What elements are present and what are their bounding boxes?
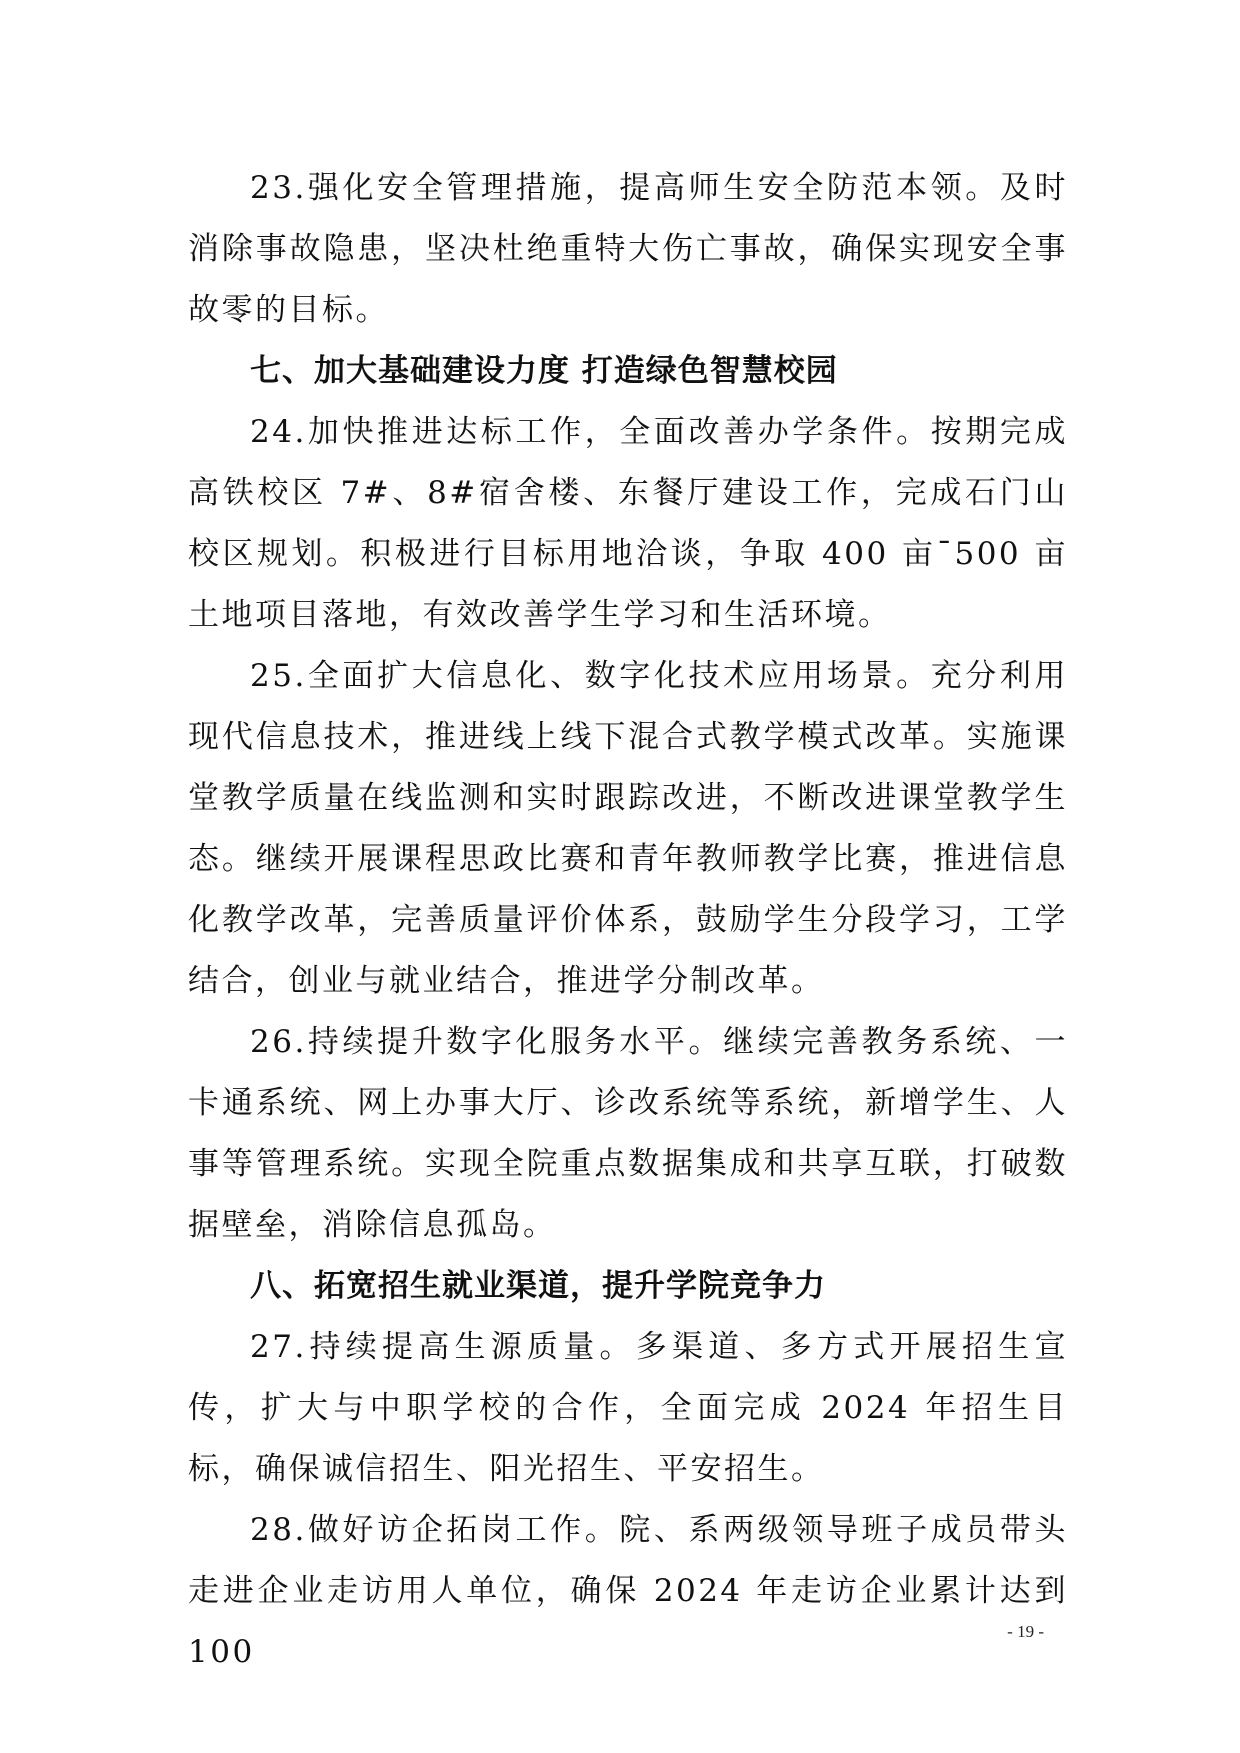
document-body (188, 158, 1068, 1683)
paragraph-27: 27.持续提高生源质量。多渠道、多方式开展招生宣传，扩大与中职学校的合作，全面完成 2024 年招生目标，确保诚信招生、阳光招生、平安招生。 (188, 1329, 1068, 1487)
paragraph-26: 26.持续提升数字化服务水平。继续完善教务系统、一卡通系统、网上办事大厅、诊改系统等系统，新增学生、人事等管理系统。实现全院重点数据集成和共享互联，打破数据壁垒，消除信息孤岛。 (188, 1024, 1068, 1243)
section-heading-7: 七、加大基础建设力度 打造绿色智慧校园 (250, 353, 838, 389)
paragraph-28: 28.做好访企拓岗工作。院、系两级领导班子成员带头走进企业走访用人单位，确保 2024 年走访企业累计达到 100 (188, 1512, 1068, 1670)
paragraph-25: 25.全面扩大信息化、数字化技术应用场景。充分利用现代信息技术，推进线上线下混合式教学模式改革。实施课堂教学质量在线监测和实时跟踪改进，不断改进课堂教学生态。继续开展课程思政比赛和青年教师教学比赛，推进信息化教学改革，完善质量评价体系，鼓励学生分段学习，工学结合，创业与就业结合，推进学分制改革。 (188, 658, 1068, 999)
paragraph-23: 23.强化安全管理措施，提高师生安全防范本领。及时消除事故隐患，坚决杜绝重特大伤亡事故，确保实现安全事故零的目标。 (188, 170, 1068, 328)
paragraph-24: 24.加快推进达标工作，全面改善办学条件。按期完成高铁校区 7#、8#宿舍楼、东餐厅建设工作，完成石门山校区规划。积极进行目标用地洽谈，争取 400 亩¯500 亩土地项目落地，有效改善学生学习和生活环境。 (188, 414, 1068, 633)
section-heading-8: 八、拓宽招生就业渠道，提升学院竞争力 (250, 1268, 826, 1304)
page-number: - 19 - (1007, 1622, 1044, 1641)
